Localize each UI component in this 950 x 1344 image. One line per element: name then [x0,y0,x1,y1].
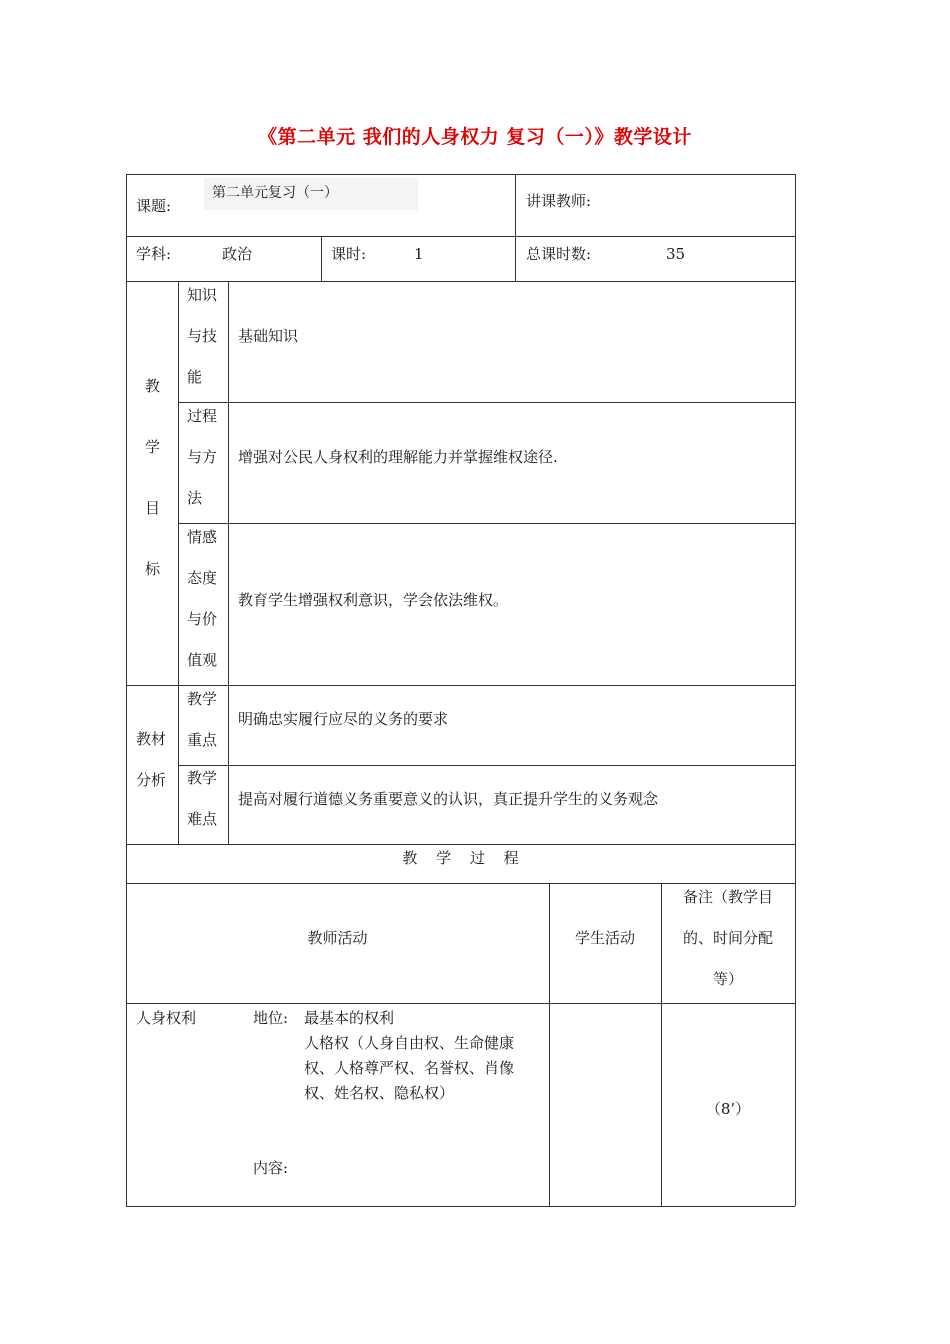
goals-label-char: 学 [145,438,161,456]
analysis-row-label-line: 难点 [187,810,218,828]
goal-label-line: 法 [187,489,203,507]
position-value: 最基本的权利 [304,1009,395,1027]
grid-line [178,765,795,766]
goals-label-char: 目 [145,499,161,517]
goals-label-char: 标 [145,560,161,578]
subject-value: 政治 [222,245,253,263]
goal-label-line: 情感 [187,528,218,546]
goal-label-line: 态度 [187,569,218,587]
subject-label: 学科: [136,245,172,263]
grid-line [126,1206,795,1207]
goal-label-line: 值观 [187,651,218,669]
grid-line [126,685,795,686]
grid-line [228,281,229,844]
analysis-row-label-line: 教学 [187,690,218,708]
period-label: 课时: [331,245,367,263]
total-label: 总课时数: [526,245,592,263]
grid-line [126,844,795,845]
goal-content: 教育学生增强权利意识，学会依法维权。 [238,591,509,609]
grid-line [795,174,796,1206]
goal-content: 增强对公民人身权利的理解能力并掌握维权途径. [238,448,558,466]
content-label: 内容: [253,1159,289,1177]
grid-line [178,402,795,403]
analysis-content: 提高对履行道德义务重要意义的认识，真正提升学生的义务观念 [238,790,659,808]
analysis-content: 明确忠实履行应尽的义务的要求 [238,710,449,728]
note-header-line: 等） [712,970,743,988]
personality-rights-line: 人格权（人身自由权、生命健康 [304,1034,515,1052]
personality-rights-line: 权、姓名权、隐私权） [304,1084,455,1102]
analysis-label-line: 分析 [136,771,167,789]
teacher-label: 讲课教师: [526,192,592,210]
analysis-row-label-line: 教学 [187,769,218,787]
grid-line [321,236,322,281]
position-label: 地位: [253,1009,289,1027]
grid-line [126,174,127,1206]
personality-rights-line: 权、人格尊严权、名誉权、肖像 [304,1059,515,1077]
time-note: （8’） [705,1100,751,1118]
grid-line [515,174,516,281]
process-topic: 人身权利 [136,1009,197,1027]
goal-label-line: 与方 [187,448,218,466]
goal-content: 基础知识 [238,327,299,345]
goal-label-line: 与价 [187,610,218,628]
goal-label-line: 与技 [187,327,218,345]
note-header-line: 的、时间分配 [682,929,773,947]
grid-line [126,236,795,237]
note-header-line: 备注（教学目 [682,888,773,906]
total-value: 35 [666,245,686,263]
student-activity-header: 学生活动 [574,929,635,947]
goal-label-line: 过程 [187,407,218,425]
topic-value: 第二单元复习（一） [204,178,418,210]
goals-label-char: 教 [145,377,161,395]
goal-label-line: 能 [187,368,203,386]
grid-line [178,281,179,844]
topic-label: 课题: [136,197,172,215]
analysis-row-label-line: 重点 [187,731,218,749]
grid-line [126,1003,795,1004]
document-title: 《第二单元 我们的人身权力 复习（一）》教学设计 [258,126,692,148]
process-heading: 教 学 过 程 [402,849,519,867]
goal-label-line: 知识 [187,286,218,304]
grid-line [126,174,795,175]
period-value: 1 [414,245,424,263]
grid-line [126,281,795,282]
analysis-label-line: 教材 [136,730,167,748]
teacher-activity-header: 教师活动 [307,929,368,947]
grid-line [126,883,795,884]
grid-line [178,523,795,524]
